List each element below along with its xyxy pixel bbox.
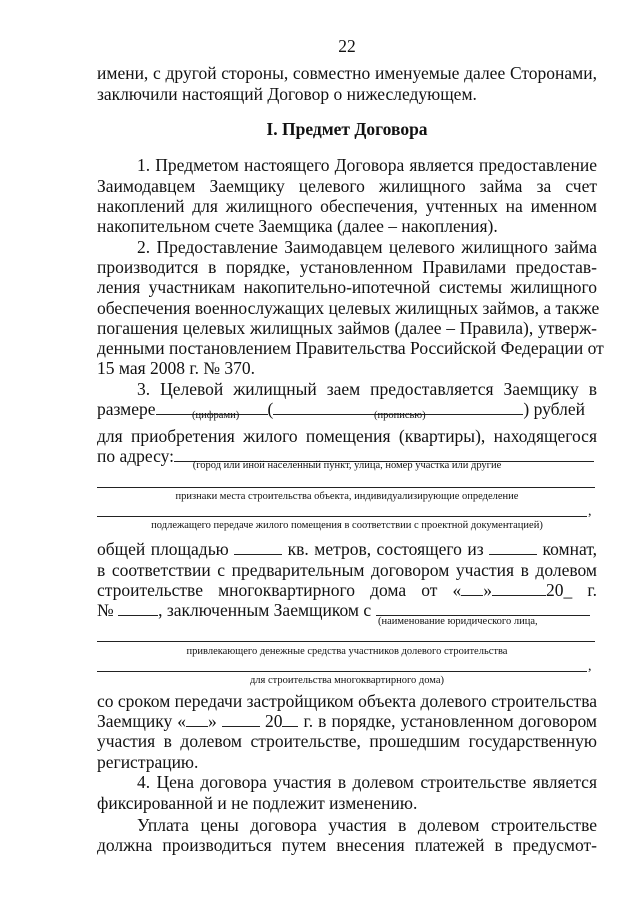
paragraph-line: Уплата цены договора участия в долевом строительстве <box>137 815 597 835</box>
paragraph-line: денными постановлением Правительства Российской Федерации от <box>97 338 604 358</box>
paragraph-line: регистрацию. <box>97 752 199 772</box>
hint-address: признаки места строительства объекта, индивидуализирующие определение <box>175 491 519 502</box>
contract-number-field[interactable] <box>118 601 158 616</box>
area-label: общей площадью <box>97 539 229 559</box>
paren-open: ( <box>267 399 274 419</box>
hint-figures: (цифрами) <box>192 410 240 421</box>
address-field-line[interactable] <box>97 516 587 517</box>
contract-year: 20_ г. <box>546 580 597 600</box>
paragraph-line: для приобретения жилого помещения (квартиры), находящегося <box>97 426 597 446</box>
number-sign: № <box>97 600 114 620</box>
hint-address: подлежащего передаче жилого помещения в соответствии с проектной документацией) <box>151 520 543 531</box>
hint-words: (прописью) <box>374 410 426 421</box>
year-prefix: 20 <box>264 711 283 731</box>
quote-close: » <box>208 711 217 731</box>
paragraph-line: обеспечения военнослужащих целевых жилищных займов, а также <box>97 298 600 318</box>
area-field[interactable] <box>234 540 282 555</box>
paragraph-line: 3. Целевой жилищный заем предоставляется Заемщику в <box>137 379 597 399</box>
intro-line: заключили настоящий Договор о нижеследующем. <box>97 84 477 104</box>
paragraph-line: Заимодавцем Заемщику целевого жилищного займа за счет <box>97 176 597 196</box>
quote-close: » <box>483 580 493 600</box>
organization-field[interactable] <box>376 601 590 616</box>
rooms-label: комнат, <box>542 539 598 559</box>
transfer-month-field[interactable] <box>222 712 260 727</box>
paragraph-line: 2. Предоставление Заимодавцем целевого жилищного займа <box>137 237 597 257</box>
transfer-year-field[interactable] <box>282 712 298 727</box>
amount-line <box>97 399 597 419</box>
comma: , <box>588 504 592 519</box>
paragraph-line: 15 мая 2008 г. № 370. <box>97 358 256 378</box>
paragraph-line: 4. Цена договора участия в долевом строительстве является <box>137 772 597 792</box>
paragraph-line: должна производиться путем внесения платежей в предусмот- <box>97 835 597 855</box>
hint-organization: (наименование юридического лица, <box>378 616 538 627</box>
paragraph-line: со сроком передачи застройщиком объекта долевого строительства <box>97 691 597 711</box>
paragraph-line: накоплений для жилищного обеспечения, учтенных на именном <box>97 196 597 216</box>
hint-organization: привлекающего денежные средства участников долевого строительства <box>186 646 508 657</box>
paragraph-line: участия в долевом строительстве, прошедшим государственную <box>97 731 597 751</box>
amount-label: размере <box>97 399 156 419</box>
intro-line: имени, с другой стороны, совместно именуемые далее Сторонами, <box>97 63 597 83</box>
paragraph-line: в соответствии с предварительным договором участия в долевом <box>97 560 597 580</box>
area-line <box>97 539 597 559</box>
transfer-label: Заемщику « <box>97 711 187 731</box>
comma: , <box>588 659 592 674</box>
contract-date-line <box>97 580 597 600</box>
rooms-field[interactable] <box>489 540 537 555</box>
transfer-year <box>265 711 299 731</box>
transfer-day-field[interactable] <box>186 712 208 727</box>
area-units: кв. метров, состоящего из <box>287 539 484 559</box>
page-number: 22 <box>338 36 356 56</box>
organization-field-line[interactable] <box>97 671 587 672</box>
paragraph-line: накопительном счете Заемщика (далее – накопления). <box>97 216 498 236</box>
contract-month-field[interactable] <box>492 581 546 596</box>
paragraph-line: ления участникам накопительно-ипотечной системы жилищного <box>97 277 597 297</box>
address-field-line[interactable] <box>97 487 595 488</box>
concluded-label: , заключенным Заемщиком с <box>158 600 372 620</box>
hint-organization: для строительства многоквартирного дома) <box>249 675 445 686</box>
rubles-label: ) рублей <box>523 399 585 419</box>
paragraph-line: погашения целевых жилищных займов (далее – Правила), утверж- <box>97 318 597 338</box>
paragraph-line: фиксированной и не подлежит изменению. <box>97 793 418 813</box>
contract-day-field[interactable] <box>461 581 483 596</box>
paragraph-line: производится в порядке, установленном Правилами предостав- <box>97 257 597 277</box>
address-label: по адресу: <box>97 446 175 466</box>
section-title: I. Предмет Договора <box>266 119 428 139</box>
organization-field-line[interactable] <box>97 641 595 642</box>
contract-date-label: строительстве многоквартирного дома от « <box>97 580 462 600</box>
hint-address: (город или иной населенный пункт, улица, номер участка или другие <box>192 460 502 471</box>
paragraph-line: 1. Предметом настоящего Договора является предоставление <box>137 155 597 175</box>
transfer-suffix: г. в порядке, установленном договором <box>303 711 597 731</box>
transfer-date-line <box>97 711 597 731</box>
